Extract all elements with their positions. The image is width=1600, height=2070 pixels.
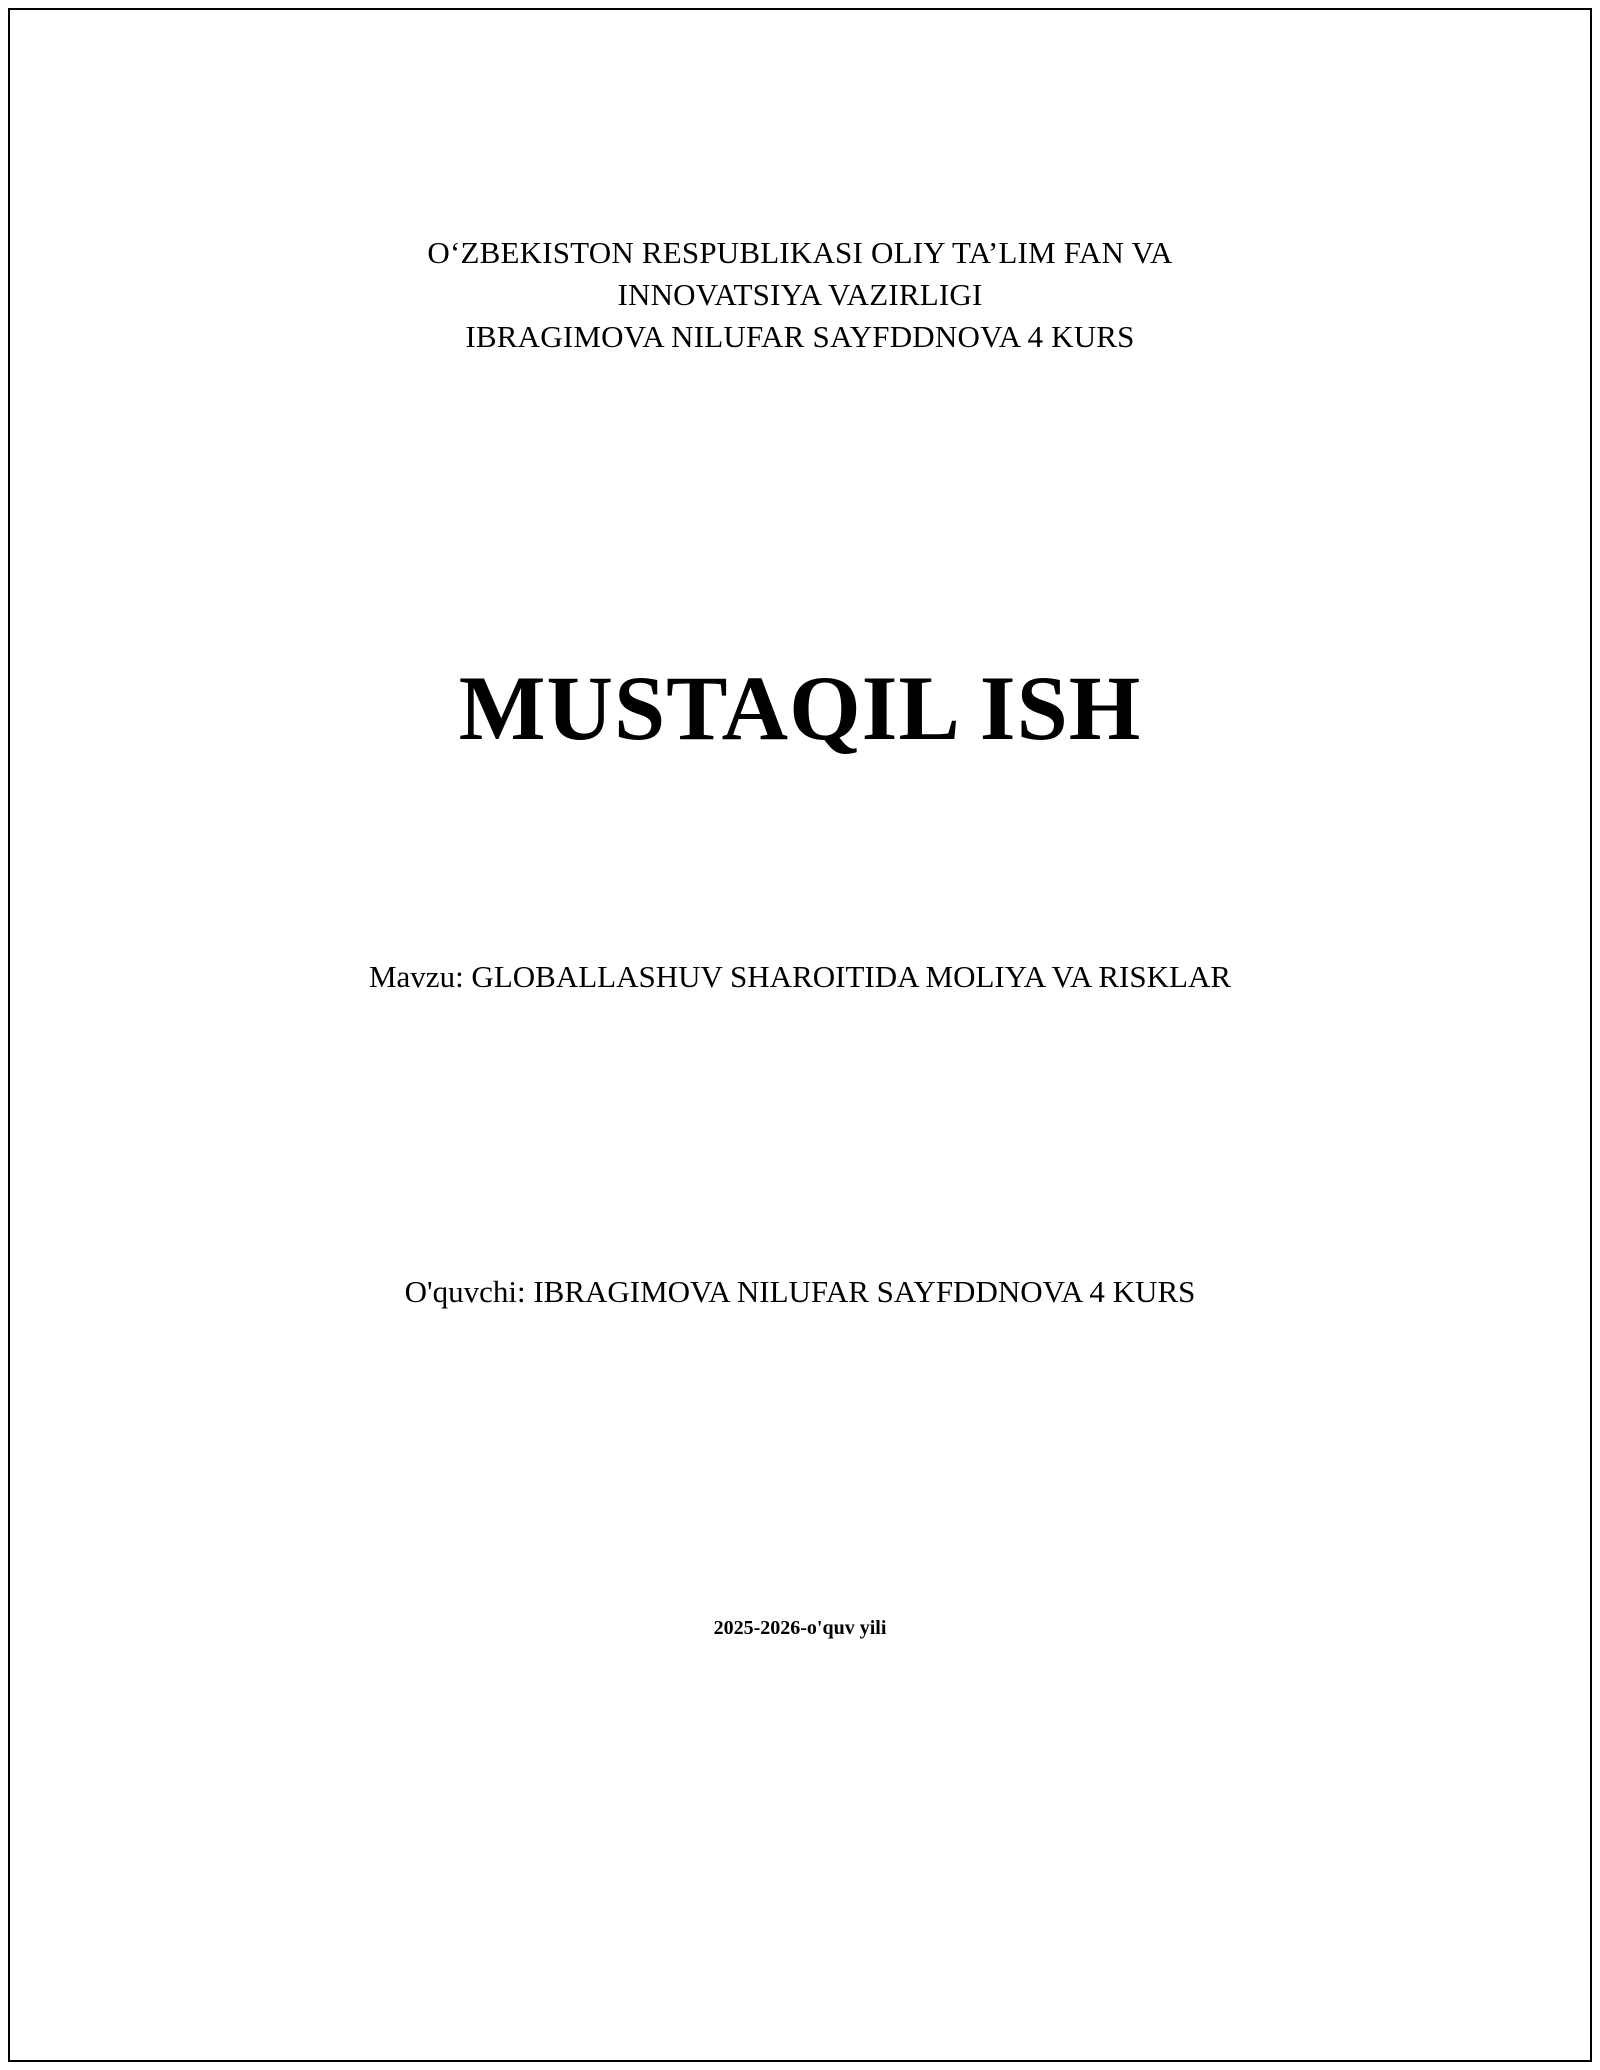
student-line: O'quvchi: IBRAGIMOVA NILUFAR SAYFDDNOVA 4 KURS bbox=[404, 1274, 1196, 1310]
ministry-heading-line-3: IBRAGIMOVA NILUFAR SAYFDDNOVA 4 KURS bbox=[465, 318, 1135, 354]
document-title: MUSTAQIL ISH bbox=[458, 656, 1142, 759]
subject-line: Mavzu: GLOBALLASHUV SHAROITIDA MOLIYA VA RISKLAR bbox=[368, 958, 1232, 994]
ministry-heading bbox=[220, 232, 1380, 358]
ministry-heading-line-1: O‘ZBEKISTON RESPUBLIKASI OLIY TA’LIM FAN VA bbox=[427, 235, 1173, 270]
academic-year-line: 2025-2026-o'quv yili bbox=[713, 1616, 887, 1639]
ministry-heading-line-2: INNOVATSIYA VAZIRLIGI bbox=[617, 276, 983, 312]
